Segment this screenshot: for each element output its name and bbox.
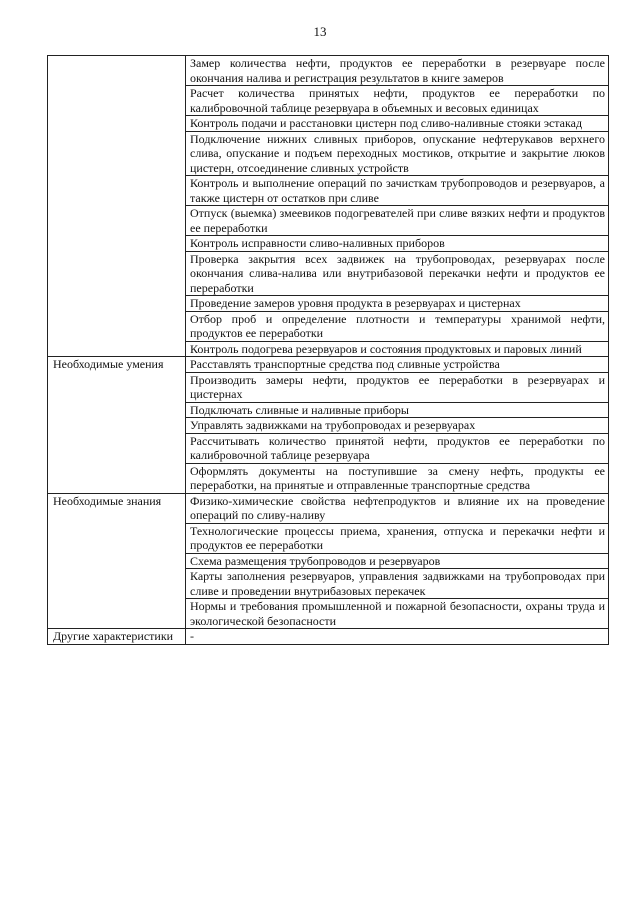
- section-item: Расставлять транспортные средства под сливные устройства: [186, 357, 609, 373]
- section-item: Рассчитывать количество принятой нефти, продуктов ее переработки по калибровочной таблице резервуара: [186, 433, 609, 463]
- section-item: Замер количества нефти, продуктов ее переработки в резервуаре после окончания налива и регистрация результатов в книге замеров: [186, 56, 609, 86]
- section-item: Подключение нижних сливных приборов, опускание нефтерукавов верхнего слива, опускание и подъем переходных мостиков, открытие и закрытие люков цистерн, отсоединение сливных устройств: [186, 131, 609, 176]
- section-item: Отпуск (выемка) змеевиков подогревателей при сливе вязких нефти и продуктов ее переработки: [186, 206, 609, 236]
- table-row: [48, 357, 609, 373]
- table-row: [48, 493, 609, 523]
- section-item: Оформлять документы на поступившие за смену нефть, продукты ее переработки, на принятые и отправленные транспортные средства: [186, 463, 609, 493]
- section-item: Проверка закрытия всех задвижек на трубопроводах, резервуарах после окончания слива-налива или внутрибазовой перекачки нефти и продуктов ее переработки: [186, 251, 609, 296]
- section-item: Контроль и выполнение операций по зачисткам трубопроводов и резервуаров, а также цистерн от остатков при сливе: [186, 176, 609, 206]
- section-item: Управлять задвижками на трубопроводах и резервуарах: [186, 418, 609, 434]
- section-item: Контроль подачи и расстановки цистерн под сливо-наливные стояки эстакад: [186, 116, 609, 132]
- section-item: Проведение замеров уровня продукта в резервуарах и цистернах: [186, 296, 609, 312]
- section-item: Отбор проб и определение плотности и температуры хранимой нефти, продуктов ее переработки: [186, 311, 609, 341]
- section-item: Нормы и требования промышленной и пожарной безопасности, охраны труда и экологической безопасности: [186, 599, 609, 629]
- section-label: Необходимые умения: [48, 357, 186, 494]
- table-row: [48, 56, 609, 86]
- section-item: Контроль исправности сливо-наливных приборов: [186, 236, 609, 252]
- requirements-table-body: [48, 56, 609, 645]
- section-item: Расчет количества принятых нефти, продуктов ее переработки по калибровочной таблице резервуара в объемных и весовых единицах: [186, 86, 609, 116]
- section-item: Карты заполнения резервуаров, управления задвижками на трубопроводах при сливе и проведении внутрибазовых перекачек: [186, 569, 609, 599]
- section-item: Схема размещения трубопроводов и резервуаров: [186, 553, 609, 569]
- section-item: -: [186, 629, 609, 645]
- section-item: Подключать сливные и наливные приборы: [186, 402, 609, 418]
- section-item: Физико-химические свойства нефтепродуктов и влияние их на проведение операций по сливу-наливу: [186, 493, 609, 523]
- page-number: 13: [313, 24, 327, 39]
- requirements-table: [47, 55, 609, 645]
- section-label: [48, 56, 186, 357]
- table-row: [48, 629, 609, 645]
- section-item: Производить замеры нефти, продуктов ее переработки в резервуарах и цистернах: [186, 372, 609, 402]
- section-label: Другие характеристики: [48, 629, 186, 645]
- section-item: Контроль подогрева резервуаров и состояния продуктовых и паровых линий: [186, 341, 609, 357]
- section-item: Технологические процессы приема, хранения, отпуска и перекачки нефти и продуктов ее переработки: [186, 523, 609, 553]
- section-label: Необходимые знания: [48, 493, 186, 629]
